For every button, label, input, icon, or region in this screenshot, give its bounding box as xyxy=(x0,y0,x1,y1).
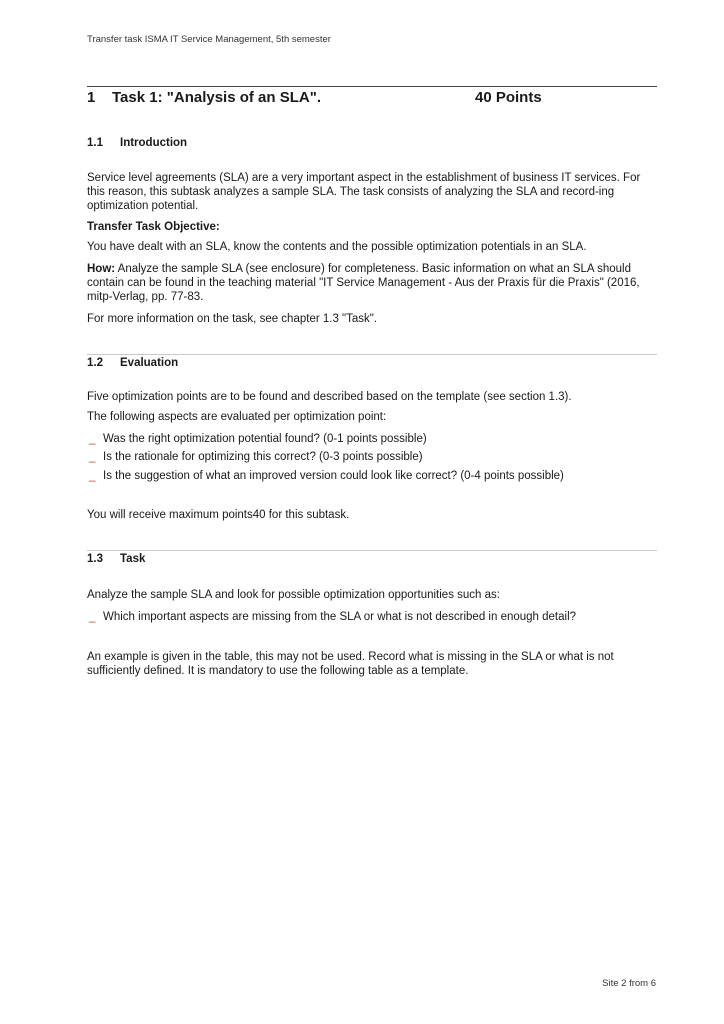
task-paragraph: Analyze the sample SLA and look for possible optimization opportunities such as: xyxy=(87,589,500,601)
list-item-text: Is the suggestion of what an improved version could look like correct? (0-4 points possible) xyxy=(103,470,564,482)
evaluation-paragraph: Five optimization points are to be found and described based on the template (see section 1.3). xyxy=(87,391,572,403)
how-text: Analyze the sample SLA (see enclosure) for completeness. Basic information on what an SLA should contain can be found in the teaching material "IT Service Management - Aus der Praxis für die Praxis" (2016, mitp-Verlag, pp. 77-83. xyxy=(87,263,640,303)
task-example-paragraph: An example is given in the table, this may not be used. Record what is missing in the SLA or what is not sufficiently defined. It is mandatory to use the following table as a template. xyxy=(87,651,614,677)
section-divider xyxy=(87,550,657,551)
bullet-mark: _ xyxy=(89,433,96,445)
intro-paragraph: Service level agreements (SLA) are a very important aspect in the establishment of business IT services. For this reason, this subtask analyzes a sample SLA. The task consists of analyzing the SLA and record-ing optimization potential. xyxy=(87,172,641,212)
task-title: Task 1: "Analysis of an SLA". xyxy=(112,89,322,106)
more-info-text: For more information on the task, see chapter 1.3 "Task". xyxy=(87,313,378,325)
how-paragraph xyxy=(87,262,657,304)
page-number: Site 2 from 6 xyxy=(602,978,656,989)
section-number: 1.1 xyxy=(87,137,103,149)
list-item-text: Is the rationale for optimizing this correct? (0-3 points possible) xyxy=(103,451,423,463)
page-header: Transfer task ISMA IT Service Management, 5th semester xyxy=(87,34,331,45)
task-number: 1 xyxy=(87,89,96,106)
bullet-mark: _ xyxy=(89,470,96,482)
task-points: 40 Points xyxy=(475,89,542,106)
objective-text: You have dealt with an SLA, know the contents and the possible optimization potentials in an SLA. xyxy=(87,241,587,253)
objective-heading: Transfer Task Objective: xyxy=(87,221,220,233)
section-number: 1.2 xyxy=(87,357,103,369)
heading-rule xyxy=(87,86,657,87)
section-title: Introduction xyxy=(120,137,188,149)
list-item-text: Which important aspects are missing from the SLA or what is not described in enough detail? xyxy=(103,611,577,623)
evaluation-aspects-intro: The following aspects are evaluated per optimization point: xyxy=(87,411,387,423)
bullet-mark: _ xyxy=(89,611,96,623)
section-title: Evaluation xyxy=(120,357,179,369)
section-title: Task xyxy=(120,553,146,565)
list-item-text: Was the right optimization potential found? (0-1 points possible) xyxy=(103,433,427,445)
section-number: 1.3 xyxy=(87,553,103,565)
section-divider xyxy=(87,354,657,355)
max-points-text: You will receive maximum points40 for this subtask. xyxy=(87,509,350,521)
bullet-mark: _ xyxy=(89,451,96,463)
how-label: How: xyxy=(87,263,116,275)
